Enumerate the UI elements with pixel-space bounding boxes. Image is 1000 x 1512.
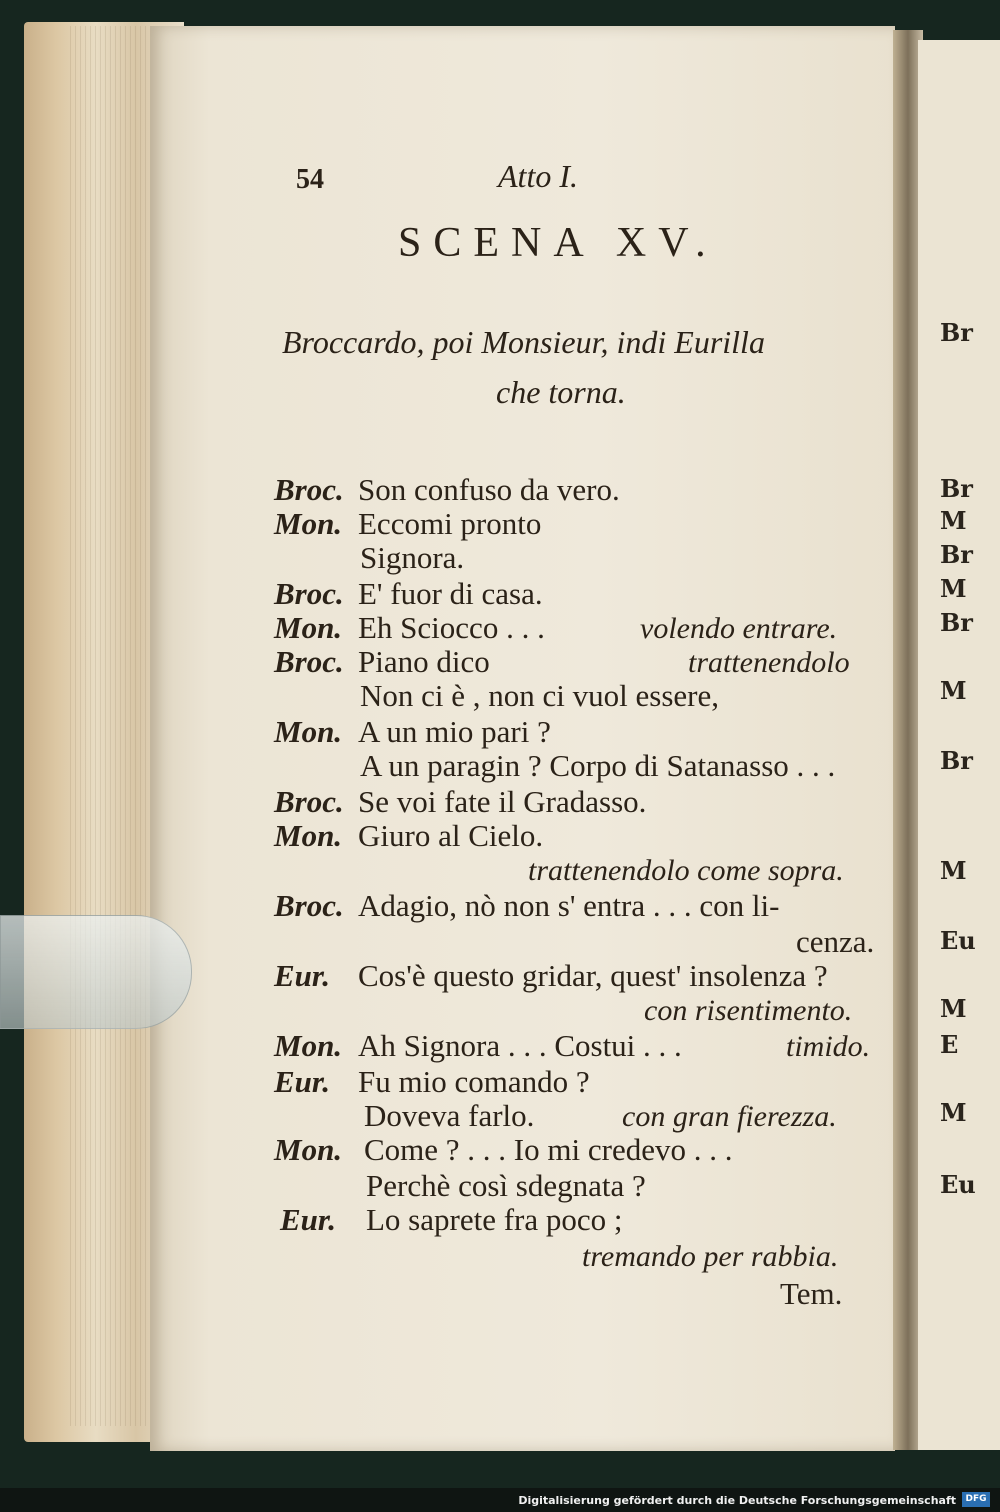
character-list-continued: che torna. — [496, 374, 626, 410]
character-list: Broccardo, poi Monsieur, indi Eurilla — [282, 324, 765, 360]
catchword: Tem. — [780, 1276, 843, 1311]
speaker-label: Mon. — [274, 1028, 343, 1063]
dialogue-text: Come ? . . . Io mi credevo . . . — [364, 1132, 733, 1167]
speaker-label: Mon. — [274, 714, 343, 749]
dialogue-text: Fu mio comando ? — [358, 1064, 590, 1099]
dialogue-text: Adagio, nò non s' entra . . . con li- — [358, 888, 780, 923]
dialogue-text: Lo saprete fra poco ; — [366, 1202, 623, 1237]
dialogue-text: Eh Sciocco . . . — [358, 610, 545, 645]
stage-direction: con risentimento. — [644, 994, 853, 1027]
speaker-label: Broc. — [274, 888, 344, 923]
stage-direction: timido. — [786, 1030, 871, 1063]
page-holder-tab — [0, 915, 192, 1029]
running-title: Atto I. — [498, 158, 578, 194]
speaker-label: Mon. — [274, 610, 343, 645]
stage-direction: con gran fierezza. — [622, 1100, 837, 1133]
dfg-logo-icon: DFG — [962, 1492, 990, 1507]
facing-fragment: Br — [940, 746, 973, 775]
scene-title: SCENA XV. — [398, 220, 718, 266]
speaker-label: Eur. — [274, 958, 331, 993]
speaker-label: Broc. — [274, 472, 344, 507]
dialogue-text: Cos'è questo gridar, quest' insolenza ? — [358, 958, 828, 993]
speaker-label: Broc. — [274, 576, 344, 611]
dialogue-text: Signora. — [360, 540, 465, 575]
facing-fragment: M — [940, 676, 967, 705]
dialogue-text: Ah Signora . . . Costui . . . — [358, 1028, 682, 1063]
facing-fragment: Br — [940, 474, 973, 503]
facing-fragment: M — [940, 574, 967, 603]
facing-fragment: Br — [940, 318, 973, 347]
stage-direction: trattenendolo — [688, 646, 850, 679]
dialogue-text: Se voi fate il Gradasso. — [358, 784, 647, 819]
facing-fragment: M — [940, 506, 967, 535]
facing-fragment: M — [940, 1098, 967, 1127]
dialogue-text: Doveva farlo. — [364, 1098, 535, 1133]
speaker-label: Mon. — [274, 506, 343, 541]
dialogue-text: Giuro al Cielo. — [358, 818, 544, 853]
dialogue-text: Non ci è , non ci vuol essere, — [360, 678, 719, 713]
dialogue-text: Perchè così sdegnata ? — [366, 1168, 646, 1203]
stage-direction: trattenendolo come sopra. — [528, 854, 844, 887]
facing-fragment: Eu — [940, 926, 976, 955]
facing-page — [918, 40, 1000, 1450]
speaker-label: Broc. — [274, 784, 344, 819]
facing-fragment: M — [940, 856, 967, 885]
dialogue-text: Piano dico — [358, 644, 490, 679]
speaker-label: Broc. — [274, 644, 344, 679]
dialogue-text: A un mio pari ? — [358, 714, 551, 749]
facing-fragment: Br — [940, 540, 973, 569]
dialogue-text: Eccomi pronto — [358, 506, 542, 541]
speaker-label: Mon. — [274, 1132, 343, 1167]
facing-fragment: Eu — [940, 1170, 976, 1199]
dialogue-text: cenza. — [796, 924, 875, 959]
footer-credit: Digitalisierung gefördert durch die Deutsche Forschungsgemeinschaft — [518, 1494, 956, 1507]
speaker-label: Eur. — [280, 1202, 337, 1237]
facing-fragment: M — [940, 994, 967, 1023]
stage-direction: tremando per rabbia. — [582, 1240, 839, 1273]
facing-fragment: Br — [940, 608, 973, 637]
dialogue-text: Son confuso da vero. — [358, 472, 620, 507]
speaker-label: Mon. — [274, 818, 343, 853]
facing-fragment: E — [940, 1030, 959, 1059]
speaker-label: Eur. — [274, 1064, 331, 1099]
dialogue-text: A un paragin ? Corpo di Satanasso . . . — [360, 748, 836, 783]
dialogue-text: E' fuor di casa. — [358, 576, 543, 611]
page-number: 54 — [296, 164, 324, 195]
stage-direction: volendo entrare. — [640, 612, 838, 645]
